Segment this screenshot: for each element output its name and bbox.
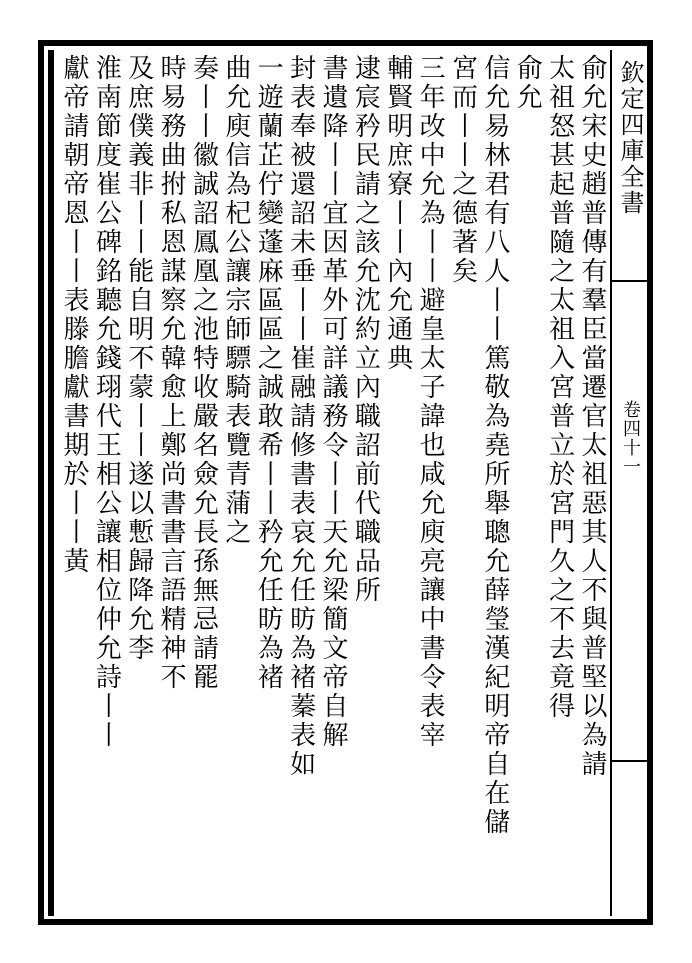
- text-column: 俞允: [512, 54, 543, 112]
- text-column: 封表奉被還詔未垂丨丨崔融請修書表哀允任昉為褚蓁表如: [285, 54, 316, 779]
- chapter-label: 卷四十一: [620, 400, 641, 476]
- text-column: 太祖怒甚起普隨之太祖入宮普立於宮門久之不去竟得: [544, 54, 575, 721]
- text-column: 淮南節度崔公碑銘聽允錢珝代王相公讓相位仲允詩丨丨: [91, 54, 122, 750]
- text-column: 俞允宋史趙普傳有羣臣當遷官太祖惡其人不與普堅以為請: [577, 54, 607, 779]
- text-column: 一遊蘭芷佇變蓬麻區區之誠敢希丨丨矜允任昉為褚: [253, 54, 284, 692]
- text-column: 信允易林君有八人丨丨篤敬為堯所舉聰允薛瑩漢紀明帝自在儲: [479, 54, 510, 837]
- text-column: 及庶僕義非丨丨能自明不蒙丨丨遂以慙歸降允李: [123, 54, 154, 663]
- text-column: 逮宸矜民請之該允沈約立內職詔前代職品所: [350, 54, 381, 605]
- left-rule: [48, 50, 54, 916]
- text-column: 奏丨丨徽誠詔鳳凰之池特收嚴名僉允長孫無忌請罷: [188, 54, 219, 692]
- text-column: 書遺降丨丨宜因革外可詳議務令丨丨天允梁簡文帝自解: [318, 54, 348, 750]
- text-column: 曲允庾信為杞公讓宗師驃騎表覽青蒲之: [220, 54, 251, 547]
- book-title: 欽定四庫全書: [616, 60, 644, 216]
- text-column: 宮而丨丨之德著矣: [447, 54, 478, 286]
- header-divider: [610, 280, 650, 282]
- text-column: 輔賢明庶寮丨丨內允通典: [382, 54, 413, 373]
- header-divider: [610, 760, 650, 762]
- text-column: 獻帝請朝帝恩丨丨表滕膽獻書期於丨丨黃: [59, 54, 89, 576]
- text-column: 時易務曲拊私恩謀察允韓愈上鄭尚書書言語精神不: [156, 54, 187, 692]
- text-body: [58, 54, 608, 912]
- text-column: 三年改中允為丨丨避皇太子諱也咸允庾亮讓中書令表宰: [415, 54, 446, 750]
